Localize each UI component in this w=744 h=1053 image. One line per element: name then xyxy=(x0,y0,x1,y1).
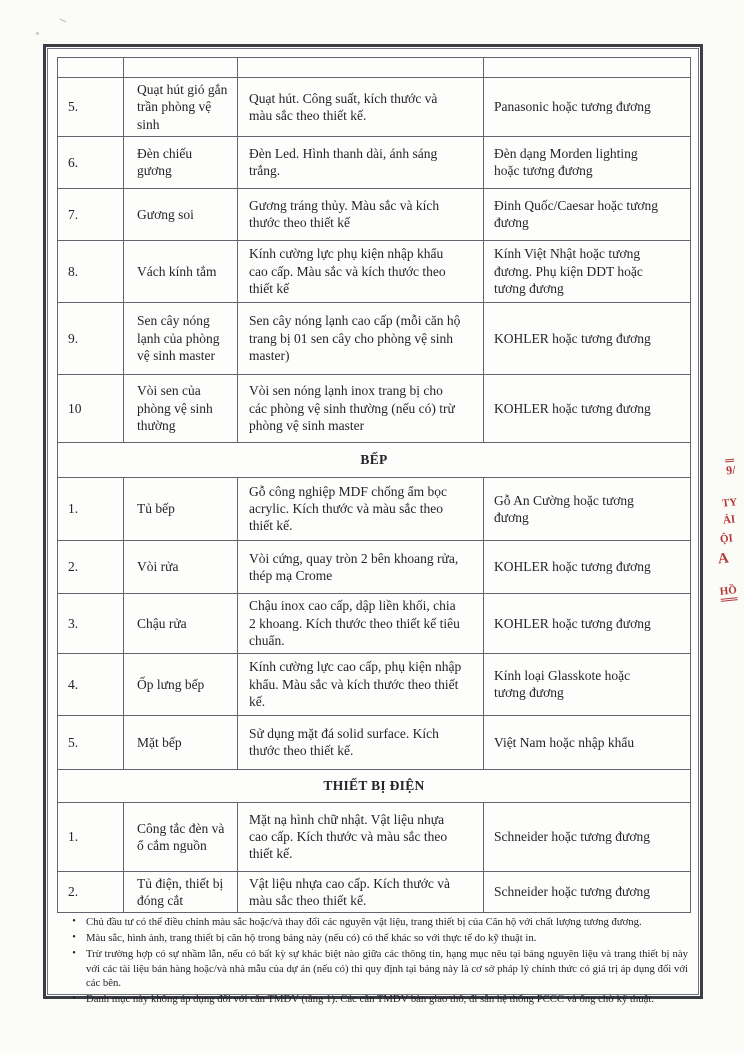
item-brand-cell: Kính loại Glasskote hoặc tương đương xyxy=(484,653,691,715)
item-name-cell: Quạt hút gió gắn trần phòng vệ sinh xyxy=(124,78,238,137)
section-header-row xyxy=(58,442,691,477)
section-header-bep: BẾP xyxy=(58,442,691,477)
table-row-carryover xyxy=(58,58,691,78)
item-brand-cell: Việt Nam hoặc nhập khẩu xyxy=(484,715,691,769)
note-item xyxy=(62,947,688,990)
item-brand-cell: KOHLER hoặc tương đương xyxy=(484,540,691,593)
page-frame-inner xyxy=(47,48,699,1006)
row-number-cell: 7. xyxy=(58,188,124,240)
item-name-cell: Vòi rửa xyxy=(124,540,238,593)
item-brand-cell: KOHLER hoặc tương đương xyxy=(484,374,691,442)
item-name-cell: Tủ bếp xyxy=(124,477,238,540)
bullet-icon: • xyxy=(72,948,76,960)
table-row xyxy=(58,802,691,871)
bullet-icon: • xyxy=(72,916,76,927)
item-name-cell: Sen cây nóng lạnh của phòng vệ sinh master xyxy=(124,302,238,374)
table-row xyxy=(58,240,691,302)
item-name-cell: Đèn chiếu gương xyxy=(124,136,238,188)
note-item xyxy=(62,915,688,929)
item-desc-cell: Vật liệu nhựa cao cấp. Kích thước và màu sắc theo thiết kế. xyxy=(238,871,484,913)
stamp-fragment: A xyxy=(717,550,730,568)
item-desc-cell: Gương tráng thủy. Màu sắc và kích thước theo thiết kế xyxy=(238,188,484,240)
table-row xyxy=(58,540,691,593)
row-number-cell: 10 xyxy=(58,374,124,442)
footnotes xyxy=(62,915,688,1008)
note-text: Trừ trường hợp có sự nhầm lẫn, nếu có bất kỳ sự khác biệt nào giữa các thông tin, hạng mục nêu tại bảng nguyên liệu và trang thiết bị này với các tài liệu bán hàng hoặc/và nhà mẫu của dự án (nếu có) thì quy định tại bảng này là cơ sở pháp lý chính thức có giá trị áp dụng đối với các bên. xyxy=(86,948,688,989)
item-name-cell: Mặt bếp xyxy=(124,715,238,769)
stamp-fragment: 9/ xyxy=(725,459,736,479)
item-brand-cell: Schneider hoặc tương đương xyxy=(484,871,691,913)
item-desc-cell: Vòi sen nóng lạnh inox trang bị cho các phòng vệ sinh thường (nếu có) trừ phòng vệ sinh master xyxy=(238,374,484,442)
item-desc-cell: Kính cường lực cao cấp, phụ kiện nhập khẩu. Màu sắc và kích thước theo thiết kế. xyxy=(238,653,484,715)
item-brand-cell: Kính Việt Nhật hoặc tương đương. Phụ kiện DDT hoặc tương đương xyxy=(484,240,691,302)
item-brand-cell: KOHLER hoặc tương đương xyxy=(484,593,691,653)
item-desc-cell xyxy=(238,58,484,78)
row-number-cell: 1. xyxy=(58,477,124,540)
item-name-cell: Vách kính tắm xyxy=(124,240,238,302)
table-row xyxy=(58,653,691,715)
row-number-cell: 5. xyxy=(58,715,124,769)
note-text: Danh mục này không áp dụng đối với căn TMDV (tầng 1). Các căn TMDV bàn giao thô, đi sẵn hệ thống PCCC và ống chờ kỹ thuật. xyxy=(86,993,654,1006)
section-header-row xyxy=(58,769,691,802)
stamp-fragment: HỒ xyxy=(719,584,738,602)
row-number-cell: 2. xyxy=(58,540,124,593)
table-row xyxy=(58,477,691,540)
table-row xyxy=(58,302,691,374)
item-desc-cell: Sử dụng mặt đá solid surface. Kích thước theo thiết kế. xyxy=(238,715,484,769)
item-name-cell xyxy=(124,58,238,78)
item-desc-cell: Đèn Led. Hình thanh dài, ánh sáng trắng. xyxy=(238,136,484,188)
table-row xyxy=(58,593,691,653)
item-name-cell: Công tắc đèn và ổ cắm nguồn xyxy=(124,802,238,871)
spec-table xyxy=(57,57,691,913)
scan-mark xyxy=(36,32,39,35)
table-row xyxy=(58,871,691,913)
item-desc-cell: Sen cây nóng lạnh cao cấp (mỗi căn hộ trang bị 01 sen cây cho phòng vệ sinh master) xyxy=(238,302,484,374)
scan-mark xyxy=(59,15,67,22)
item-desc-cell: Gỗ công nghiệp MDF chống ẩm bọc acrylic. Kích thước và màu sắc theo thiết kế. xyxy=(238,477,484,540)
stamp-fragment: ỘI xyxy=(719,532,734,546)
item-brand-cell: Schneider hoặc tương đương xyxy=(484,802,691,871)
item-desc-cell: Vòi cứng, quay tròn 2 bên khoang rửa, thép mạ Crome xyxy=(238,540,484,593)
item-brand-cell: Đinh Quốc/Caesar hoặc tương đương xyxy=(484,188,691,240)
row-number-cell: 3. xyxy=(58,593,124,653)
item-brand-cell: Gỗ An Cường hoặc tương đương xyxy=(484,477,691,540)
item-brand-cell: Đèn dạng Morden lighting hoặc tương đương xyxy=(484,136,691,188)
item-brand-cell xyxy=(484,58,691,78)
table-row xyxy=(58,715,691,769)
item-desc-cell: Chậu inox cao cấp, dập liền khối, chia 2 khoang. Kích thước theo thiết kế tiêu chuẩn. xyxy=(238,593,484,653)
bullet-icon: • xyxy=(72,993,76,1005)
table-row xyxy=(58,374,691,442)
note-item xyxy=(62,992,688,1006)
page-frame xyxy=(43,44,703,1006)
note-text: Màu sắc, hình ảnh, trang thiết bị căn hộ trong bảng này (nếu có) có thể khác so với thực tế do kỹ thuật in. xyxy=(86,932,537,945)
stamp-fragment: TY xyxy=(721,496,738,510)
item-name-cell: Tủ điện, thiết bị đóng cắt xyxy=(124,871,238,913)
stamp-fragment: ẢI xyxy=(722,513,736,527)
item-name-cell: Ốp lưng bếp xyxy=(124,653,238,715)
item-brand-cell: KOHLER hoặc tương đương xyxy=(484,302,691,374)
row-number-cell: 9. xyxy=(58,302,124,374)
row-number-cell: 4. xyxy=(58,653,124,715)
item-desc-cell: Kính cường lực phụ kiện nhập khẩu cao cấp. Màu sắc và kích thước theo thiết kế xyxy=(238,240,484,302)
row-number-cell: 5. xyxy=(58,78,124,137)
row-number-cell xyxy=(58,58,124,78)
row-number-cell: 8. xyxy=(58,240,124,302)
section-header-thiet-bi-dien: THIẾT BỊ ĐIỆN xyxy=(58,769,691,802)
table-row xyxy=(58,136,691,188)
item-name-cell: Chậu rửa xyxy=(124,593,238,653)
table-row xyxy=(58,188,691,240)
item-brand-cell: Panasonic hoặc tương đương xyxy=(484,78,691,137)
row-number-cell: 1. xyxy=(58,802,124,871)
row-number-cell: 2. xyxy=(58,871,124,913)
item-name-cell: Vòi sen của phòng vệ sinh thường xyxy=(124,374,238,442)
item-desc-cell: Mặt nạ hình chữ nhật. Vật liệu nhựa cao cấp. Kích thước và màu sắc theo thiết kế. xyxy=(238,802,484,871)
row-number-cell: 6. xyxy=(58,136,124,188)
item-name-cell: Gương soi xyxy=(124,188,238,240)
note-text: Chủ đầu tư có thể điều chỉnh màu sắc hoặc/và thay đổi các nguyên vật liệu, trang thiết bị của Căn hộ với chất lượng tương đương. xyxy=(86,916,642,928)
bullet-icon: • xyxy=(72,932,76,944)
note-item xyxy=(62,931,688,945)
item-desc-cell: Quạt hút. Công suất, kích thước và màu sắc theo thiết kế. xyxy=(238,78,484,137)
table-row xyxy=(58,78,691,137)
